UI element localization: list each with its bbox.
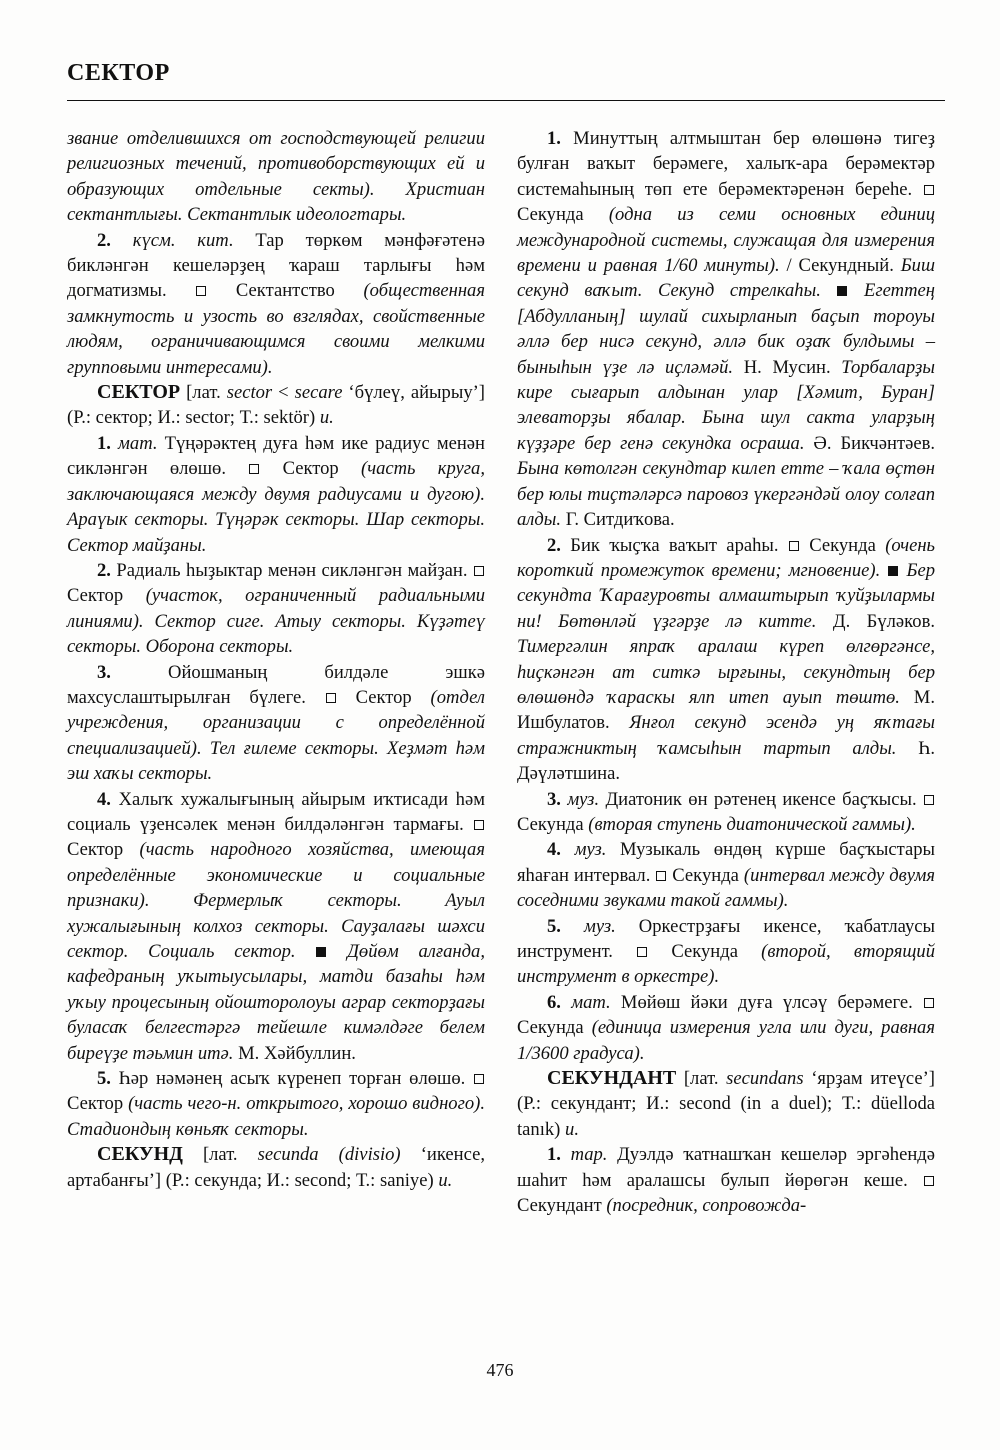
citation-author: М. Хәйбуллин.	[233, 1042, 356, 1064]
entry-paragraph	[517, 1142, 935, 1218]
russian-equivalent: Сектор	[67, 1093, 124, 1115]
russian-gloss: (одна из семи основных единиц международной системы, служащая для измерения времени и равная 1/60 минуты).	[517, 204, 935, 277]
sense-number: 5.	[97, 1068, 111, 1090]
open-square-icon	[474, 1074, 484, 1084]
sense-number: 2.	[97, 229, 111, 251]
russian-gloss: (вторая ступень диатонической гаммы).	[583, 813, 916, 835]
citation-author: Д. Бүләков.	[816, 610, 935, 632]
definition-text: звание отделившихся от господствующей религии религиозных течений, противоборствующих ей и образующих отдельные секты). Христиан сектантлығы. Сектантлык идеологтары.	[67, 128, 485, 226]
sense-text: Дуэлдә ҡатнашҡан кешеләр эргәһендә шаһит һәм аралашсы булып йөрөгән кеше.	[517, 1144, 935, 1191]
part-of-speech: и.	[438, 1169, 453, 1191]
russian-gloss: (часть чего-н. открытого, хорошо видного). Стадиондың көньяҡ секторы.	[67, 1093, 485, 1140]
example-text: Биш секунд ваҡыт. Секунд стрелкаһы.	[517, 255, 935, 302]
citation-author: Һ. Дәүләтшина.	[517, 737, 935, 785]
sense-number: 5.	[547, 915, 561, 937]
entry-paragraph	[67, 126, 485, 228]
sense-text: Музыкаль өндөң күрше баҫҡыстары яһаған интервал.	[517, 839, 935, 886]
open-square-icon	[474, 820, 484, 830]
sense-text: Һәр нәмәнең асыҡ күренеп торған өлөшө.	[110, 1068, 473, 1090]
open-square-icon	[924, 998, 934, 1008]
citation-author: Н. Мусин.	[733, 356, 831, 378]
sense-number: 4.	[547, 839, 561, 861]
sense-number: 4.	[97, 788, 111, 810]
etymology-word: sector	[226, 382, 273, 404]
sense-number: 1.	[97, 432, 111, 454]
sense-number: 6.	[547, 991, 561, 1013]
etymology: ‘икенсе, артабанғы’] (Р.: секунда; И.: second; Т.: saniye)	[67, 1144, 485, 1191]
open-square-icon	[924, 795, 934, 805]
russian-equivalent: Секунда	[517, 1017, 584, 1039]
citation-text: Тимергәлин япраҡ аралаш күреп өлгөргәнсе, һиҫкәнгән ат ситкә ырғыны, секундтың бер өлөшөндә ҡараскы ялп итеп ауып төштө.	[517, 636, 935, 708]
russian-gloss: (посредник, сопровожда-	[601, 1195, 807, 1217]
filled-square-icon	[888, 566, 898, 576]
entry-paragraph	[67, 660, 485, 787]
citation-author: М. Ишбулатов.	[517, 686, 935, 734]
sense-text: Түңәрәктең дуға һәм ике радиус менән сикләнгән өлөшө.	[67, 432, 485, 480]
sense-text: Халыҡ хужалығының айырым иҡтисади һәм социаль үҙенсәлек менән билдәләнгән тармағы.	[67, 788, 485, 835]
sense-number: 3.	[547, 788, 561, 810]
headword: СЕКУНД	[97, 1143, 183, 1166]
russian-equivalent: Секундант	[517, 1195, 602, 1217]
open-square-icon	[656, 871, 666, 881]
sense-text: Бик ҡыҫҡа ваҡыт араһы.	[560, 534, 788, 556]
page-number: 476	[486, 1360, 514, 1380]
entry-paragraph	[67, 228, 485, 380]
open-square-icon	[789, 541, 799, 551]
sense-text: Мөйөш йәки дуға үлсәү берәмеге.	[610, 991, 924, 1013]
open-square-icon	[196, 286, 206, 296]
russian-gloss: (часть народного хозяйства, имеющая определённые экономические и социальные признаки). Фермерлыҡ секторы. Ауыл хужалығының колхоз секторы. Сауҙалағы шәхси сектор. Социаль сектор.	[67, 839, 485, 962]
open-square-icon	[249, 464, 259, 474]
etymology-word: secundans	[726, 1068, 804, 1090]
usage-label: муз.	[574, 839, 607, 861]
filled-square-icon	[316, 947, 326, 957]
russian-equivalent: Секунда	[517, 813, 584, 835]
open-square-icon	[924, 185, 934, 195]
sense-text: Диатоник өн рәтенең икенсе баҫҡысы.	[599, 788, 923, 810]
usage-label: күсм. кит.	[132, 229, 234, 251]
russian-equivalent: Секунда	[671, 941, 738, 962]
russian-gloss: (очень короткий промежуток времени; мгновение).	[517, 534, 936, 581]
entry-paragraph	[517, 990, 935, 1066]
header-rule	[67, 100, 945, 101]
entry-paragraph	[517, 787, 935, 838]
part-of-speech: и.	[565, 1118, 579, 1140]
usage-label: мат.	[118, 432, 158, 454]
left-column	[67, 126, 485, 1193]
etymology: [лат.	[676, 1068, 727, 1090]
citation-text: Бер секундта Ҡарағуровты алмаштырып ҡуйҙылармы ни! Бөтөнләй үҙгәрҙе лә китте.	[517, 559, 935, 632]
entry-headword-line	[517, 1066, 935, 1142]
open-square-icon	[326, 693, 336, 703]
usage-label: муз.	[567, 788, 600, 810]
filled-square-icon	[837, 286, 847, 296]
russian-gloss: (часть круга, заключающаяся между двумя радиусами и дугою). Араүык секторы. Түңәрәк секторы. Шар секторы. Сектор майҙаны.	[67, 458, 485, 556]
russian-gloss: (второй, вторящий инструмент в оркестре).	[517, 941, 935, 988]
sense-number: 2.	[547, 534, 561, 556]
sense-text: Минуттың алтмыштан бер өлөшөнә тигеҙ булған ваҡыт берәмеге, халыҡ-ара берәмектәр системаһының төп ете берәмектәренән береһе.	[517, 128, 935, 200]
russian-gloss: (интервал между двумя соседними звуками такой гаммы).	[517, 864, 936, 912]
sense-text: Радиаль һыҙыктар менән сикләнгән майҙан.	[110, 559, 473, 581]
entry-paragraph	[517, 837, 935, 913]
headword: СЕКУНДАНТ	[547, 1067, 677, 1090]
russian-equivalent: Секунда	[517, 204, 584, 226]
open-square-icon	[637, 947, 647, 957]
russian-equivalent: Секунда	[809, 534, 876, 556]
russian-gloss: (общественная замкнутость и узость во взглядах, свойственные людям, ограничивающимся своими мелкими групповыми интересами).	[67, 280, 485, 378]
citation-author: Г. Ситдиҡова.	[561, 509, 675, 531]
entry-paragraph	[517, 533, 935, 787]
sense-number: 1.	[547, 128, 561, 149]
derived-form: / Секундный.	[779, 255, 894, 277]
entry-headword-line	[67, 380, 485, 431]
citation-text: Бына көтолгән секундтар килеп етте – ҡала өҫтөн бер юлы тиҫтәләрсә паровоз үкергәндәй олоу солғап алды.	[517, 458, 935, 531]
sense-number: 1.	[547, 1144, 561, 1166]
sense-number: 2.	[97, 559, 111, 581]
citation-author: Ә. Бикчәнтәев.	[804, 432, 936, 454]
citation-text: Янғол секунд эсендә уң яҡтағы стражниктың ҡамсыһын тартып алды.	[517, 712, 935, 759]
sense-text: Оркестрҙағы икенсе, ҡабатлаусы инструмент.	[517, 915, 935, 962]
russian-equivalent: Сектор	[355, 686, 412, 708]
etymology: [лат.	[182, 1144, 258, 1166]
etymology-word: secare	[294, 382, 343, 404]
russian-gloss: (единица измерения угла или дуги, равная 1/3600 градуса).	[517, 1017, 935, 1064]
open-square-icon	[924, 1176, 934, 1186]
russian-equivalent: Сектор	[67, 585, 124, 607]
headword: СЕКТОР	[97, 381, 181, 404]
citation-text: Торбаларҙы кире сығарып алдынан улар [Хәмит, Буран] элеваторҙы ябалар. Бына шул сакта уларҙың күҙҙәре бер генә секундка осраша.	[517, 356, 935, 454]
right-column	[517, 126, 935, 1218]
part-of-speech: и.	[319, 407, 334, 429]
sense-text: Тар төркөм мәнфәғәтенә бикләнгән кешеләрҙең ҡараш тарлығы һәм догматизмы.	[67, 229, 485, 302]
russian-equivalent: Сектор	[67, 839, 124, 861]
citation-text: Дөйөм алғанда, кафедраның уҡытыусылары, матди базаһы һәм уҡыу процесының ойошторолоуы аграр секторҙағы буласаҡ белгестәргә тейешле кимәлдәге белем биреүҙе тәьмин итә.	[67, 941, 485, 1064]
russian-equivalent: Секунда	[672, 864, 739, 886]
etymology: [лат.	[180, 382, 227, 404]
sense-text: Ойошманың билдәле эшкә махсуслаштырылған бүлеге.	[67, 661, 485, 708]
etymology: ‘бүлеү, айырыу’] (Р.: сектор; И.: sector; Т.: sektör)	[67, 382, 485, 429]
russian-gloss: (участок, ограниченный радиальными линиями). Сектор сиге. Атыу секторы. Күҙәтеү секторы. Оборона секторы.	[67, 585, 485, 658]
usage-label: тар.	[570, 1144, 608, 1166]
etymology: ‘ярҙам итеүсе’] (Р.: секундант; И.: second (in a duel); Т.: düellodа tanık)	[517, 1068, 935, 1140]
entry-paragraph	[67, 431, 485, 558]
running-header	[67, 58, 933, 88]
usage-label: муз.	[583, 915, 616, 937]
russian-gloss: (отдел учреждения, организации с определённой специализацией). Тел ғилеме секторы. Хеҙмәт һәм эш хаҡы секторы.	[67, 686, 485, 785]
entry-paragraph	[517, 126, 935, 533]
entry-paragraph	[67, 1066, 485, 1142]
russian-equivalent: Сектантство	[235, 280, 335, 302]
open-square-icon	[474, 566, 484, 576]
page-title: СЕКТОР	[67, 60, 170, 86]
entry-paragraph	[67, 787, 485, 1066]
sense-number: 3.	[97, 661, 111, 683]
russian-equivalent: Сектор	[282, 458, 339, 480]
entry-paragraph	[517, 914, 935, 990]
etymology: <	[272, 382, 295, 404]
etymology-word: secunda (divisio)	[257, 1144, 401, 1166]
usage-label: мат.	[571, 991, 611, 1013]
citation-text: Егеттең [Абдулланың] шулай сихырланып баҫып тороуы әллә бер нисә секунд, әллә бик оҙаҡ булдымы – быныһын үҙе лә иҫләмәй.	[517, 280, 935, 378]
entry-headword-line	[67, 1142, 485, 1193]
entry-paragraph	[67, 558, 485, 660]
